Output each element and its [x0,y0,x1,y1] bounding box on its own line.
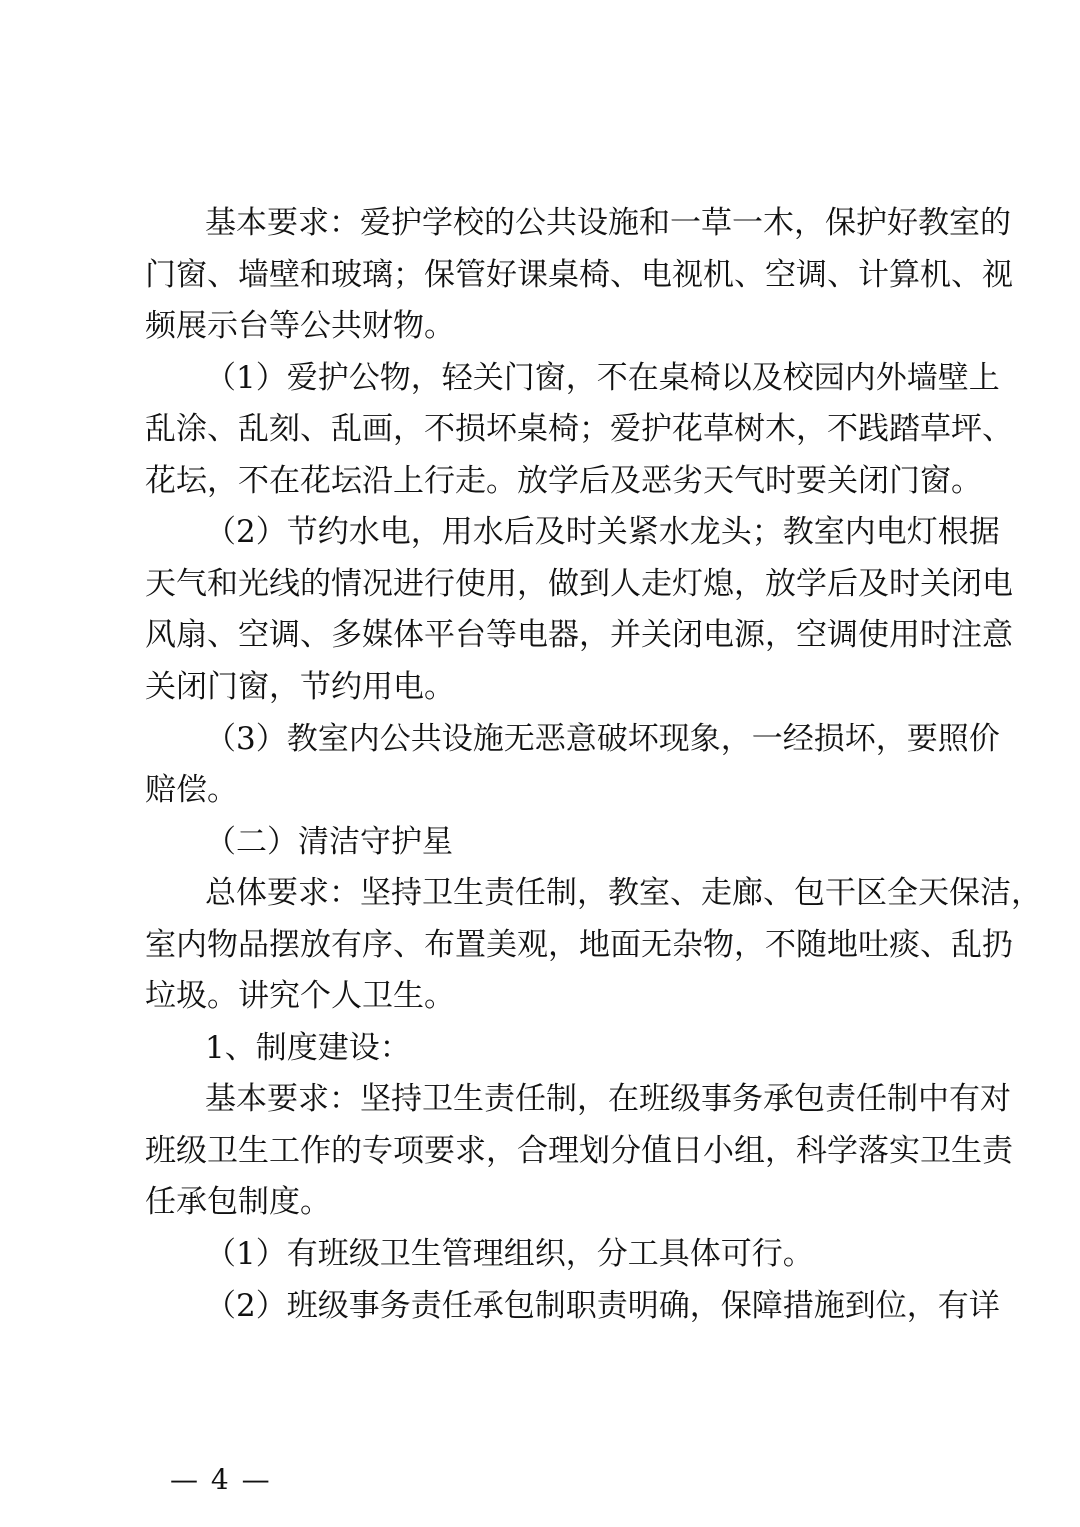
text-line: （1）爱护公物，轻关门窗，不在桌椅以及校园内外墙壁上 [205,360,1000,396]
text-line: 赔偿。 [145,772,238,808]
text-line: 室内物品摆放有序、布置美观，地面无杂物，不随地吐痰、乱扔 [145,927,1013,963]
text-line: 关闭门窗，节约用电。 [145,669,455,705]
page-number: — 4 — [170,1463,272,1496]
text-line: 花坛，不在花坛沿上行走。放学后及恶劣天气时要关闭门窗。 [145,463,982,499]
text-line: 门窗、墙壁和玻璃；保管好课桌椅、电视机、空调、计算机、视 [145,257,1013,293]
text-line: （1）有班级卫生管理组织，分工具体可行。 [205,1236,814,1272]
text-line: 乱涂、乱刻、乱画，不损坏桌椅；爱护花草树木，不践踏草坪、 [145,411,1013,447]
text-line: 风扇、空调、多媒体平台等电器，并关闭电源，空调使用时注意 [145,617,1013,653]
text-line: 基本要求：坚持卫生责任制，在班级事务承包责任制中有对 [205,1081,1011,1117]
text-line: 总体要求：坚持卫生责任制，教室、走廊、包干区全天保洁， [205,875,1042,911]
text-line: （3）教室内公共设施无恶意破坏现象，一经损坏，要照价 [205,721,1000,757]
text-line: （二）清洁守护星 [205,824,453,860]
text-line: 1、制度建设： [205,1030,411,1066]
text-line: 垃圾。讲究个人卫生。 [145,978,455,1014]
text-line: 班级卫生工作的专项要求，合理划分值日小组，科学落实卫生责 [145,1133,1013,1169]
text-line: 频展示台等公共财物。 [145,308,455,344]
text-line: 天气和光线的情况进行使用，做到人走灯熄，放学后及时关闭电 [145,566,1013,602]
text-line: 基本要求：爱护学校的公共设施和一草一木，保护好教室的 [205,205,1011,241]
text-line: （2）班级事务责任承包制职责明确，保障措施到位，有详 [205,1288,1000,1324]
text-line: （2）节约水电，用水后及时关紧水龙头；教室内电灯根据 [205,514,1000,550]
text-line: 任承包制度。 [145,1184,331,1220]
